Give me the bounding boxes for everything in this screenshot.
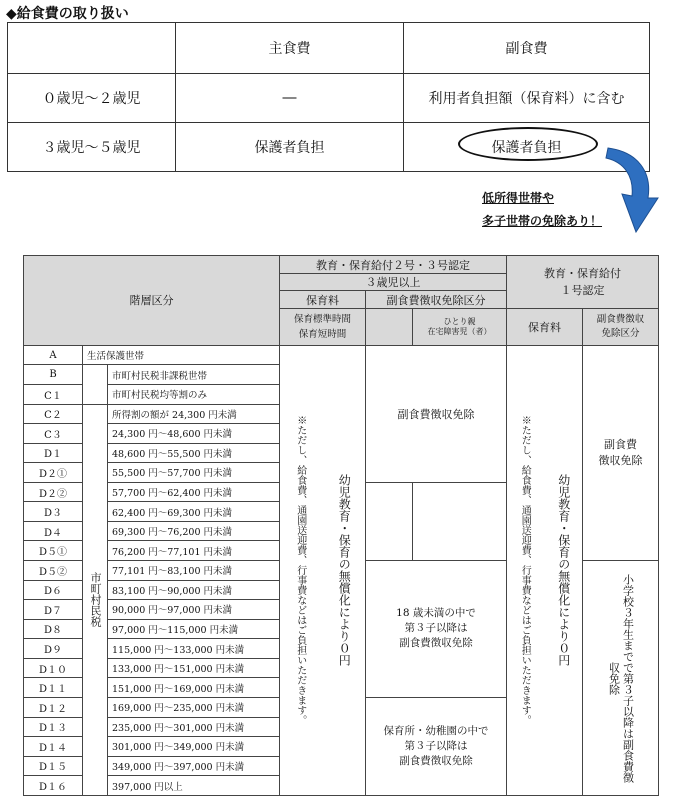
header-fuku-1: [583, 309, 659, 345]
tier-code: D１３: [24, 717, 83, 737]
tier-desc: 90,000 円～97,000 円未満: [108, 600, 280, 620]
header-kyufu-23: 教育・保育給付２号・３号認定: [280, 256, 507, 274]
tier-code: D１２: [24, 697, 83, 717]
tier-code: D５②: [24, 561, 83, 581]
tier-code: D７: [24, 600, 83, 620]
header-kyufu-1: [507, 256, 659, 309]
exempt-1go-vertical-text: 小学校３年生までで第３子以降は副食費徴収免除: [607, 573, 635, 783]
empty-hitori-cell: [413, 482, 507, 560]
free-fee-cell-1: [507, 345, 583, 795]
tier-code: D９: [24, 639, 83, 659]
tier-desc: 97,000 円～115,000 円未満: [108, 619, 280, 639]
header-hitori-2: 在宅障害児（者）: [427, 327, 492, 337]
tier-code: D１５: [24, 756, 83, 776]
exempt-1go-vertical-cell: [583, 561, 659, 796]
tier-desc: 133,000 円～151,000 円未満: [108, 658, 280, 678]
tier-code: C３: [24, 424, 83, 444]
tier-table: [23, 255, 659, 796]
tier-desc: 所得割の額が 24,300 円未満: [108, 404, 280, 424]
header-age3: ３歳児以上: [280, 274, 507, 291]
tier-desc: 301,000 円～349,000 円未満: [108, 737, 280, 757]
section-heading: ◆給食費の取り扱い: [6, 6, 129, 22]
exemption-note-line1: 低所得世帯や: [482, 191, 555, 205]
header-fuku-1-line2: 免除区分: [601, 328, 640, 340]
t1-row-age35: ３歳児～５歳児: [8, 123, 176, 172]
header-hoiku-time-1: 保育標準時間: [293, 314, 351, 326]
tier-desc: 55,500 円～57,700 円未満: [108, 463, 280, 483]
tier-desc: 市町村民税非課税世帯: [108, 365, 280, 385]
exempt-1go-cell: [583, 345, 659, 560]
exempt-hoikusho-line3: 副食費徴収免除: [399, 754, 473, 767]
tier-code: A: [24, 345, 83, 365]
header-hoikuryo-1: 保育料: [507, 309, 583, 345]
municipal-tax-text: 市町村民税: [89, 572, 102, 628]
exempt-18-line3: 副食費徴収免除: [399, 637, 473, 650]
free-fee-cell-23: [280, 345, 366, 795]
tier-code: B: [24, 365, 83, 385]
header-blank: [366, 309, 413, 345]
tier-code: D２①: [24, 463, 83, 483]
tier-desc: 235,000 円～301,000 円未満: [108, 717, 280, 737]
tier-desc: 62,400 円～69,300 円未満: [108, 502, 280, 522]
tier-desc: 24,300 円～48,600 円未満: [108, 424, 280, 444]
tier-desc: 77,101 円～83,100 円未満: [108, 561, 280, 581]
tier-code: D８: [24, 619, 83, 639]
tier-desc: 151,000 円～169,000 円未満: [108, 678, 280, 698]
table-row: [24, 345, 659, 365]
tier-desc: 市町村民税均等割のみ: [108, 384, 280, 404]
header-hoikuryo: 保育料: [280, 291, 366, 309]
t1-header-shushokuhi: 主食費: [176, 23, 404, 74]
tier-desc: 397,000 円以上: [108, 776, 280, 796]
tier-code: D３: [24, 502, 83, 522]
tier-code: C２: [24, 404, 83, 424]
t1-cell: 利用者負担額（保育料）に含む: [404, 74, 650, 123]
tier-desc: 169,000 円～235,000 円未満: [108, 697, 280, 717]
header-hoiku-time: [280, 309, 366, 345]
tier-code: D１６: [24, 776, 83, 796]
tier-desc: 生活保護世帯: [83, 345, 280, 365]
tier-code: D１１: [24, 678, 83, 698]
free-text-d: ※ただし、給食費、通園送迎費、行事費などはご負担いただきます。: [519, 415, 531, 726]
exempt-hoikusho-line2: 第３子以降は: [404, 739, 468, 752]
header-kyufu-1-line1: 教育・保育給付: [544, 267, 622, 281]
tier-code: D５①: [24, 541, 83, 561]
t1-cell: 保護者負担: [404, 123, 650, 172]
tier-code: D１４: [24, 737, 83, 757]
tier-desc: 349,000 円～397,000 円未満: [108, 756, 280, 776]
header-fukushokuhi-kubun: 副食費徴収免除区分: [366, 291, 507, 309]
tier-desc: 69,300 円～76,200 円未満: [108, 521, 280, 541]
header-hitori: [413, 309, 507, 345]
tier-desc: 83,100 円～90,000 円未満: [108, 580, 280, 600]
tier-code: D６: [24, 580, 83, 600]
header-hitori-1: ひとり親: [443, 317, 476, 327]
free-text-b: ※ただし、給食費、通園送迎費、行事費などはご負担いただきます。: [294, 415, 306, 726]
free-text-a: 幼児教育・保育の無償化により０円: [337, 474, 352, 667]
exemption-note-line2: 多子世帯の免除あり！: [482, 214, 603, 228]
tier-desc: 57,700 円～62,400 円未満: [108, 482, 280, 502]
header-hoiku-time-2: 保育短時間: [298, 329, 347, 341]
exempt-1go-line2: 徴収免除: [598, 453, 643, 467]
exempt-18-cell: [366, 561, 507, 698]
exempt-hoikusho-cell: [366, 697, 507, 795]
tier-code: D１０: [24, 658, 83, 678]
t1-cell: 保護者負担: [176, 123, 404, 172]
exempt-main-cell: 副食費徴収免除: [366, 345, 507, 482]
empty-kubun-cell: [366, 482, 413, 560]
exempt-hoikusho-line1: 保育所・幼稚園の中で: [383, 724, 489, 737]
tier-code: D１: [24, 443, 83, 463]
tier-desc: 76,200 円～77,101 円未満: [108, 541, 280, 561]
tier-code: C１: [24, 384, 83, 404]
exempt-18-line2: 第３子以降は: [404, 622, 468, 635]
tier-desc: 115,000 円～133,000 円未満: [108, 639, 280, 659]
t1-header-fukushokuhi: 副食費: [404, 23, 650, 74]
header-kyufu-1-line2: １号認定: [560, 284, 605, 298]
header-tier: 階層区分: [24, 256, 280, 346]
header-fuku-1-line1: 副食費徴収: [596, 314, 645, 326]
exempt-1go-line1: 副食費: [604, 437, 638, 451]
t1-row-age02: ０歳児～２歳児: [8, 74, 176, 123]
free-text-c: 幼児教育・保育の無償化により０円: [556, 474, 571, 667]
tier-desc: 48,600 円～55,500 円未満: [108, 443, 280, 463]
blank-cell: [83, 365, 108, 404]
municipal-tax-label: [83, 404, 108, 795]
exempt-18-line1: 18 歳未満の中で: [396, 607, 476, 620]
t1-cell: ―: [176, 74, 404, 123]
tier-code: D２②: [24, 482, 83, 502]
tier-code: D４: [24, 521, 83, 541]
t1-header-blank: [8, 23, 176, 74]
